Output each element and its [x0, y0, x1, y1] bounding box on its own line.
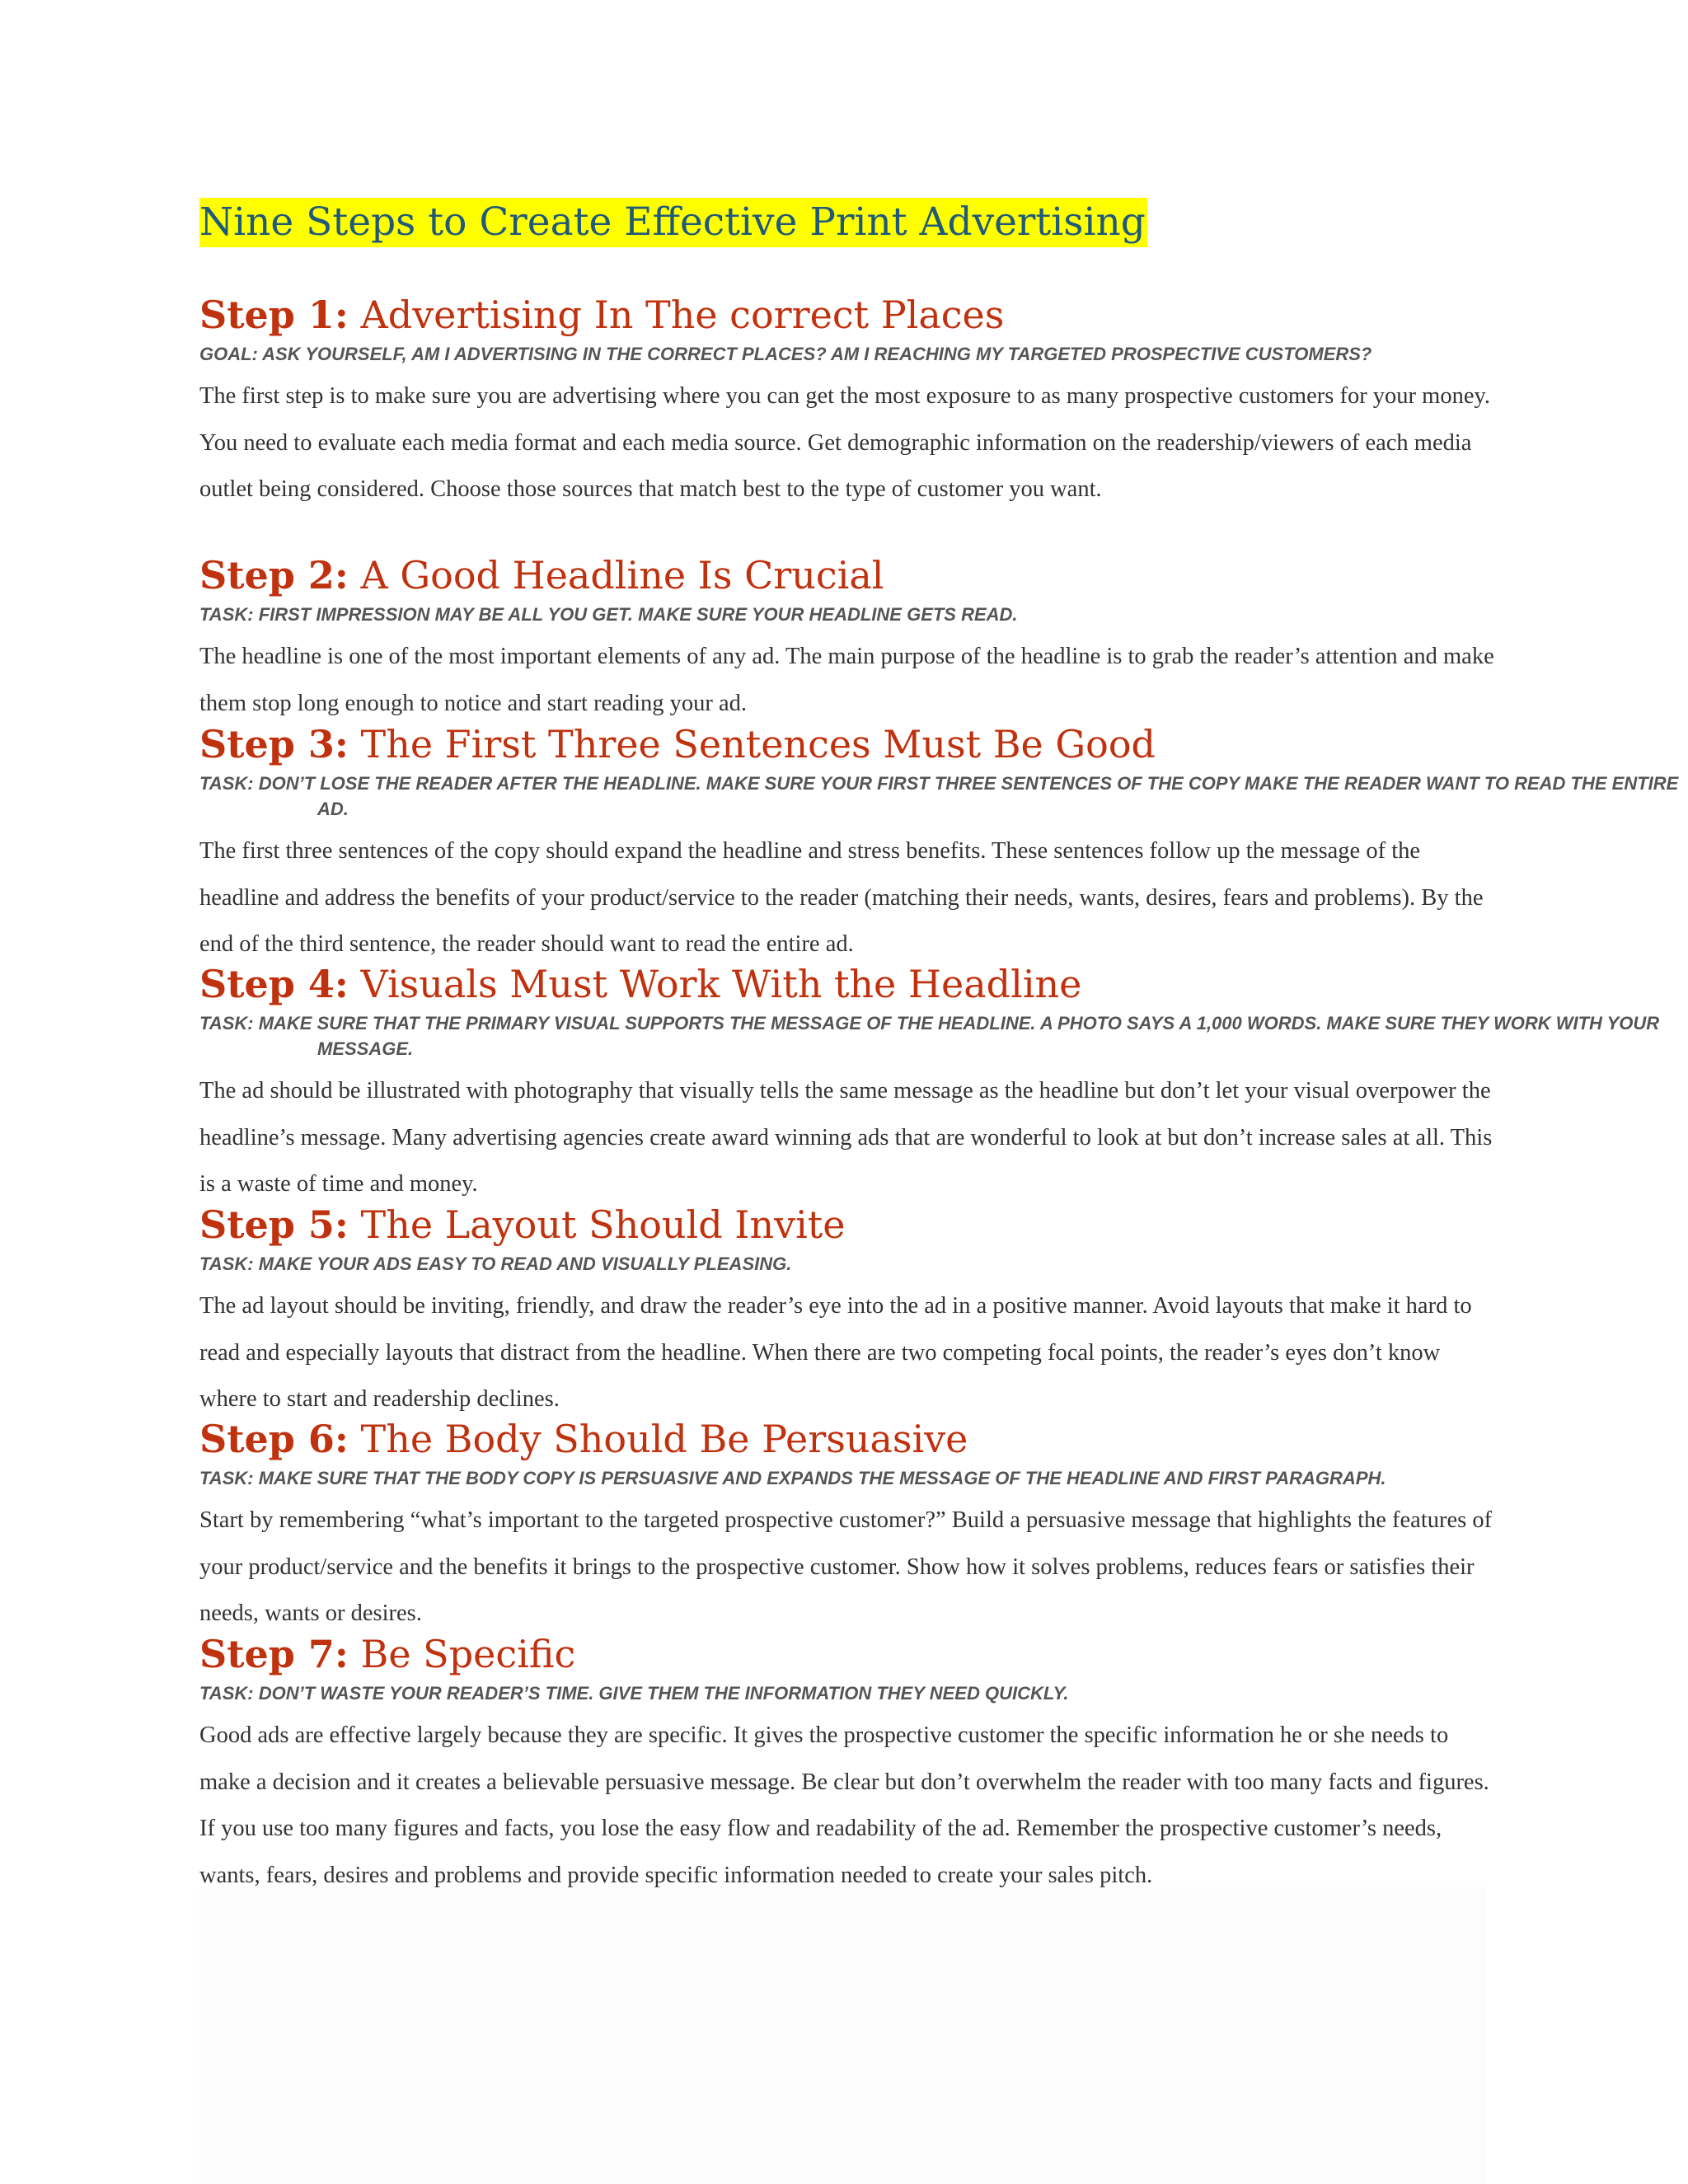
step-task: TASK: MAKE SURE THAT THE PRIMARY VISUAL SUPPORTS THE MESSAGE OF THE HEADLINE. A PHOTO SAYS A 1,000 WORDS. MAKE SURE THEY WORK WITH YOUR MESSAGE.	[199, 1013, 1660, 1059]
step-number: Step 2:	[199, 553, 349, 598]
step-2	[199, 551, 1502, 727]
step-1	[199, 290, 1502, 513]
step-title: The First Three Sentences Must Be Good	[360, 722, 1156, 766]
step-task: TASK: MAKE YOUR ADS EASY TO READ AND VISUALLY PLEASING.	[199, 1254, 792, 1274]
body-paragraph: The headline is one of the most important elements of any ad. The main purpose of the headline is to grab the reader’s attention and make them stop long enough to notice and start reading your ad.	[199, 644, 1494, 716]
body-paragraph: The first three sentences of the copy should expand the headline and stress benefits. These sentences follow up the message of the headline and address the benefits of your product/service to the reader (matching their needs, wants, desires, fears and problems). By the end of the third sentence, the reader should want to read the entire ad.	[199, 838, 1484, 957]
step-task: TASK: DON’T LOSE THE READER AFTER THE HEADLINE. MAKE SURE YOUR FIRST THREE SENTENCES OF THE COPY MAKE THE READER WANT TO READ THE ENTIRE AD.	[199, 773, 1679, 819]
step-5	[199, 1200, 1502, 1423]
step-goal: GOAL: ASK YOURSELF, AM I ADVERTISING IN THE CORRECT PLACES? AM I REACHING MY TARGETED PROSPECTIVE CUSTOMERS?	[199, 344, 1372, 364]
step-3	[199, 719, 1679, 968]
step-body	[199, 1497, 1502, 1638]
step-title: The Body Should Be Persuasive	[360, 1417, 968, 1461]
step-heading	[199, 551, 1502, 600]
body-paragraph: The ad should be illustrated with photography that visually tells the same message as the headline but don’t let your visual overpower the headline’s message. Many advertising agencies create award winning ads that are wonderful to look at but don’t increase sales at all. This is a waste of time and money.	[199, 1078, 1493, 1197]
step-number: Step 4:	[199, 962, 349, 1006]
step-number: Step 1:	[199, 293, 349, 337]
step-body	[199, 634, 1502, 727]
body-paragraph: The first step is to make sure you are advertising where you can get the most exposure to as many prospective customers for your money. You need to evaluate each media format and each media source. Get demographic information on the readership/viewers of each media outlet being considered. Choose those sources that match best to the type of customer you want.	[199, 383, 1491, 502]
step-number: Step 3:	[199, 722, 349, 766]
step-number: Step 7:	[199, 1632, 349, 1676]
step-6	[199, 1414, 1502, 1638]
body-paragraph: The ad layout should be inviting, friendly, and draw the reader’s eye into the ad in a positive manner. Avoid layouts that make it hard to read and especially layouts that distract from the headline. When there are two competing focal points, the reader’s eyes don’t know where to start and readership declines.	[199, 1293, 1472, 1412]
step-heading	[199, 290, 1502, 340]
step-title: Be Specific	[360, 1632, 576, 1676]
step-task: TASK: FIRST IMPRESSION MAY BE ALL YOU GET. MAKE SURE YOUR HEADLINE GETS READ.	[199, 604, 1018, 625]
body-paragraph: If you use too many figures and facts, you lose the easy flow and readability of the ad. Remember the prospective customer’s needs, wants, fears, desires and problems and provide specific information needed to create your sales pitch.	[199, 1816, 1442, 1888]
body-paragraph: Start by remembering “what’s important to the targeted prospective customer?” Build a persuasive message that highlights the features of your product/service and the benefits it brings to the prospective customer. Show how it solves problems, reduces fears or satisfies their needs, wants or desires.	[199, 1507, 1493, 1626]
step-heading	[199, 1629, 1502, 1679]
step-heading	[199, 959, 1502, 1009]
step-number: Step 5:	[199, 1202, 349, 1247]
step-task: TASK: MAKE SURE THAT THE BODY COPY IS PERSUASIVE AND EXPANDS THE MESSAGE OF THE HEADLINE AND FIRST PARAGRAPH.	[199, 1468, 1386, 1488]
step-heading	[199, 1200, 1502, 1249]
step-number: Step 6:	[199, 1417, 349, 1461]
document-title: Nine Steps to Create Effective Print Advertising	[199, 198, 1147, 247]
step-body	[199, 1283, 1502, 1423]
body-paragraph: Good ads are effective largely because they are specific. It gives the prospective customer the specific information he or she needs to make a decision and it creates a believable persuasive message. Be clear but don’t overwhelm the reader with too many facts and figures.	[199, 1722, 1489, 1795]
step-title: The Layout Should Invite	[360, 1202, 846, 1247]
step-body	[199, 1713, 1502, 1899]
step-title: A Good Headline Is Crucial	[360, 553, 884, 598]
step-heading	[199, 1414, 1502, 1464]
step-title: Visuals Must Work With the Headline	[360, 962, 1082, 1006]
step-body	[199, 1068, 1502, 1208]
step-title: Advertising In The correct Places	[360, 293, 1005, 337]
step-body	[199, 828, 1502, 968]
step-body	[199, 373, 1502, 513]
page-shade	[199, 1887, 1485, 2184]
step-heading	[199, 719, 1502, 769]
step-task: TASK: DON’T WASTE YOUR READER’S TIME. GIVE THEM THE INFORMATION THEY NEED QUICKLY.	[199, 1683, 1069, 1704]
step-4	[199, 959, 1660, 1208]
step-7	[199, 1629, 1502, 1899]
